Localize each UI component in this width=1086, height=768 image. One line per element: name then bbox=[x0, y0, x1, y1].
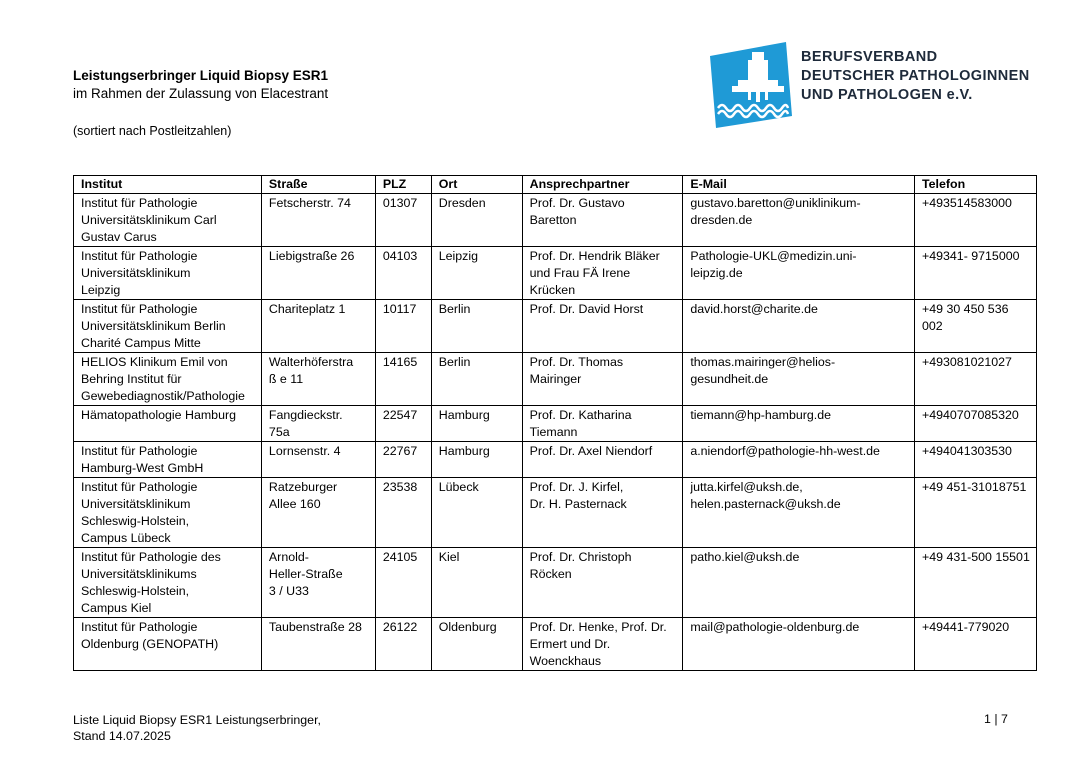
cell-line: Heller-Straße bbox=[268, 567, 343, 581]
cell-plz: 26122 bbox=[375, 618, 431, 671]
table-row bbox=[74, 300, 1037, 353]
footer bbox=[73, 712, 321, 744]
cell-line[interactable]: gustavo.baretton@uniklinikum- bbox=[690, 196, 861, 210]
sort-note: (sortiert nach Postleitzahlen) bbox=[73, 124, 232, 138]
cell-ort: Hamburg bbox=[431, 442, 522, 478]
cell-telefon bbox=[915, 353, 1037, 406]
microscope-wave-icon bbox=[708, 42, 794, 128]
cell-line: Gustav Carus bbox=[81, 230, 157, 244]
cell-line: Campus Kiel bbox=[81, 601, 152, 615]
cell-strasse bbox=[261, 353, 375, 406]
page-number: 1 | 7 bbox=[984, 712, 1008, 726]
table-row bbox=[74, 247, 1037, 300]
cell-telefon bbox=[915, 442, 1037, 478]
cell-line: Walterhöferstra bbox=[268, 355, 354, 369]
cell-plz: 22767 bbox=[375, 442, 431, 478]
cell-line: Woenckhaus bbox=[529, 654, 602, 668]
column-header-ansprechpartner: Ansprechpartner bbox=[522, 176, 683, 194]
cell-ansprechpartner bbox=[522, 247, 683, 300]
cell-line: +49 451-31018751 bbox=[922, 480, 1027, 494]
cell-line: Universitätsklinikum Carl bbox=[81, 213, 217, 227]
cell-line: Liebigstraße 26 bbox=[268, 249, 355, 263]
document-subtitle: im Rahmen der Zulassung von Elacestrant bbox=[73, 86, 329, 101]
cell-institut bbox=[74, 548, 262, 618]
cell-line[interactable]: a.niendorf@pathologie-hh-west.de bbox=[690, 444, 880, 458]
cell-line: +49441-779020 bbox=[922, 620, 1010, 634]
cell-line: Prof. Dr. David Horst bbox=[529, 302, 644, 316]
table-row bbox=[74, 442, 1037, 478]
cell-line: Prof. Dr. Christoph bbox=[529, 550, 632, 564]
cell-line: Schleswig-Holstein, bbox=[81, 584, 190, 598]
cell-line: Prof. Dr. Axel Niendorf bbox=[529, 444, 653, 458]
cell-line: 3 / U33 bbox=[268, 584, 309, 598]
cell-strasse bbox=[261, 406, 375, 442]
cell-strasse bbox=[261, 247, 375, 300]
cell-line: Prof. Dr. J. Kirfel, bbox=[529, 480, 624, 494]
cell-ansprechpartner bbox=[522, 406, 683, 442]
cell-line: Hamburg-West GmbH bbox=[81, 461, 204, 475]
cell-ort: Berlin bbox=[431, 300, 522, 353]
cell-line: Chariteplatz 1 bbox=[268, 302, 346, 316]
cell-telefon bbox=[915, 548, 1037, 618]
table-row bbox=[74, 406, 1037, 442]
cell-line[interactable]: mail@pathologie-oldenburg.de bbox=[690, 620, 860, 634]
cell-line: Mairinger bbox=[529, 372, 582, 386]
cell-line: Prof. Dr. Thomas bbox=[529, 355, 624, 369]
cell-line: Prof. Dr. Katharina bbox=[529, 408, 632, 422]
cell-strasse bbox=[261, 548, 375, 618]
cell-institut bbox=[74, 353, 262, 406]
cell-ort: Berlin bbox=[431, 353, 522, 406]
cell-line[interactable]: helen.pasternack@uksh.de bbox=[690, 497, 841, 511]
cell-line: Institut für Pathologie bbox=[81, 196, 198, 210]
cell-ansprechpartner bbox=[522, 548, 683, 618]
column-header-strasse: Straße bbox=[261, 176, 375, 194]
cell-ort: Hamburg bbox=[431, 406, 522, 442]
cell-line: Behring Institut für bbox=[81, 372, 182, 386]
cell-ansprechpartner bbox=[522, 442, 683, 478]
cell-plz: 22547 bbox=[375, 406, 431, 442]
cell-line: Tiemann bbox=[529, 425, 578, 439]
cell-ansprechpartner bbox=[522, 478, 683, 548]
cell-email bbox=[683, 478, 915, 548]
document-title: Leistungserbringer Liquid Biopsy ESR1 bbox=[73, 68, 329, 83]
cell-line: Universitätsklinikum bbox=[81, 497, 191, 511]
cell-line: Prof. Dr. Henke, Prof. Dr. bbox=[529, 620, 667, 634]
cell-email bbox=[683, 300, 915, 353]
cell-ort: Lübeck bbox=[431, 478, 522, 548]
cell-line[interactable]: patho.kiel@uksh.de bbox=[690, 550, 800, 564]
cell-line: Dr. H. Pasternack bbox=[529, 497, 627, 511]
cell-strasse bbox=[261, 194, 375, 247]
cell-line: Charité Campus Mitte bbox=[81, 336, 201, 350]
cell-line: Prof. Dr. Hendrik Bläker bbox=[529, 249, 660, 263]
cell-ort: Dresden bbox=[431, 194, 522, 247]
logo-line-2: DEUTSCHER PATHOLOGINNEN bbox=[801, 68, 1030, 84]
cell-strasse bbox=[261, 478, 375, 548]
cell-ort: Kiel bbox=[431, 548, 522, 618]
cell-strasse bbox=[261, 442, 375, 478]
cell-line[interactable]: tiemann@hp-hamburg.de bbox=[690, 408, 832, 422]
cell-line: Röcken bbox=[529, 567, 572, 581]
cell-line: Universitätsklinikums bbox=[81, 567, 197, 581]
cell-institut bbox=[74, 442, 262, 478]
cell-email bbox=[683, 247, 915, 300]
cell-institut bbox=[74, 478, 262, 548]
cell-line: Taubenstraße 28 bbox=[268, 620, 362, 634]
cell-strasse bbox=[261, 618, 375, 671]
footer-line-2: Stand 14.07.2025 bbox=[73, 729, 171, 743]
cell-line: +493081021027 bbox=[922, 355, 1012, 369]
table-row bbox=[74, 548, 1037, 618]
cell-line[interactable]: dresden.de bbox=[690, 213, 753, 227]
cell-line: Hämatopathologie Hamburg bbox=[81, 408, 236, 422]
cell-institut bbox=[74, 247, 262, 300]
cell-plz: 24105 bbox=[375, 548, 431, 618]
cell-line: +49 30 450 536 bbox=[922, 302, 1009, 316]
cell-line: Gewebediagnostik/Pathologie bbox=[81, 389, 245, 403]
cell-line: Ermert und Dr. bbox=[529, 637, 611, 651]
cell-plz: 23538 bbox=[375, 478, 431, 548]
cell-telefon bbox=[915, 300, 1037, 353]
cell-line: Ratzeburger bbox=[268, 480, 338, 494]
cell-line[interactable]: leipzig.de bbox=[690, 266, 743, 280]
table-body bbox=[74, 194, 1037, 671]
cell-line[interactable]: Pathologie-UKL@medizin.uni- bbox=[690, 249, 857, 263]
column-header-plz: PLZ bbox=[375, 176, 431, 194]
cell-line: ß e 11 bbox=[268, 372, 304, 386]
cell-telefon bbox=[915, 247, 1037, 300]
table-row bbox=[74, 194, 1037, 247]
cell-line[interactable]: gesundheit.de bbox=[690, 372, 769, 386]
cell-line: Institut für Pathologie des bbox=[81, 550, 221, 564]
cell-email bbox=[683, 406, 915, 442]
cell-line[interactable]: jutta.kirfel@uksh.de, bbox=[690, 480, 803, 494]
cell-institut bbox=[74, 406, 262, 442]
cell-email bbox=[683, 618, 915, 671]
cell-line: Baretton bbox=[529, 213, 577, 227]
cell-line: Institut für Pathologie bbox=[81, 480, 198, 494]
cell-email bbox=[683, 548, 915, 618]
cell-strasse bbox=[261, 300, 375, 353]
cell-institut bbox=[74, 194, 262, 247]
cell-ort: Oldenburg bbox=[431, 618, 522, 671]
cell-line: Institut für Pathologie bbox=[81, 249, 198, 263]
cell-line: HELIOS Klinikum Emil von bbox=[81, 355, 228, 369]
footer-line-1: Liste Liquid Biopsy ESR1 Leistungserbringer, bbox=[73, 713, 321, 727]
association-logo bbox=[708, 40, 1030, 130]
cell-telefon bbox=[915, 406, 1037, 442]
cell-line: Leipzig bbox=[81, 283, 121, 297]
cell-email bbox=[683, 353, 915, 406]
table-row bbox=[74, 353, 1037, 406]
cell-line: Universitätsklinikum Berlin bbox=[81, 319, 226, 333]
cell-email bbox=[683, 442, 915, 478]
cell-institut bbox=[74, 618, 262, 671]
cell-line: +493514583000 bbox=[922, 196, 1012, 210]
cell-line: 75a bbox=[268, 425, 290, 439]
cell-ansprechpartner bbox=[522, 300, 683, 353]
cell-line: Arnold- bbox=[268, 550, 309, 564]
cell-line: +4940707085320 bbox=[922, 408, 1019, 422]
column-header-institut: Institut bbox=[74, 176, 262, 194]
cell-ansprechpartner bbox=[522, 353, 683, 406]
cell-line: Universitätsklinikum bbox=[81, 266, 191, 280]
cell-institut bbox=[74, 300, 262, 353]
cell-line: Oldenburg (GENOPATH) bbox=[81, 637, 219, 651]
cell-line: Campus Lübeck bbox=[81, 531, 171, 545]
cell-plz: 04103 bbox=[375, 247, 431, 300]
cell-plz: 10117 bbox=[375, 300, 431, 353]
cell-line: Institut für Pathologie bbox=[81, 444, 198, 458]
column-header-email: E-Mail bbox=[683, 176, 915, 194]
column-header-telefon: Telefon bbox=[915, 176, 1037, 194]
cell-line: 002 bbox=[922, 319, 943, 333]
cell-line: und Frau FÄ Irene bbox=[529, 266, 631, 280]
cell-line: Institut für Pathologie bbox=[81, 620, 198, 634]
cell-plz: 01307 bbox=[375, 194, 431, 247]
cell-line: Institut für Pathologie bbox=[81, 302, 198, 316]
logo-wordmark bbox=[801, 48, 1030, 105]
cell-line[interactable]: david.horst@charite.de bbox=[690, 302, 818, 316]
column-header-ort: Ort bbox=[431, 176, 522, 194]
provider-table bbox=[73, 175, 1037, 671]
cell-telefon bbox=[915, 478, 1037, 548]
cell-line: +49 431-500 15501 bbox=[922, 550, 1030, 564]
table-header-row bbox=[74, 176, 1037, 194]
cell-line[interactable]: thomas.mairinger@helios- bbox=[690, 355, 836, 369]
cell-line: Schleswig-Holstein, bbox=[81, 514, 190, 528]
cell-line: Krücken bbox=[529, 283, 576, 297]
cell-line: +494041303530 bbox=[922, 444, 1012, 458]
logo-line-1: BERUFSVERBAND bbox=[801, 49, 938, 65]
cell-ansprechpartner bbox=[522, 618, 683, 671]
cell-line: Lornsenstr. 4 bbox=[268, 444, 341, 458]
logo-line-3: UND PATHOLOGEN e.V. bbox=[801, 87, 973, 103]
cell-telefon bbox=[915, 618, 1037, 671]
cell-line: Fetscherstr. 74 bbox=[268, 196, 351, 210]
cell-email bbox=[683, 194, 915, 247]
cell-line: Fangdieckstr. bbox=[268, 408, 343, 422]
cell-ort: Leipzig bbox=[431, 247, 522, 300]
cell-line: Allee 160 bbox=[268, 497, 321, 511]
cell-ansprechpartner bbox=[522, 194, 683, 247]
cell-telefon bbox=[915, 194, 1037, 247]
table-row bbox=[74, 478, 1037, 548]
cell-plz: 14165 bbox=[375, 353, 431, 406]
cell-line: +49341- 9715000 bbox=[922, 249, 1020, 263]
cell-line: Prof. Dr. Gustavo bbox=[529, 196, 625, 210]
table-row bbox=[74, 618, 1037, 671]
